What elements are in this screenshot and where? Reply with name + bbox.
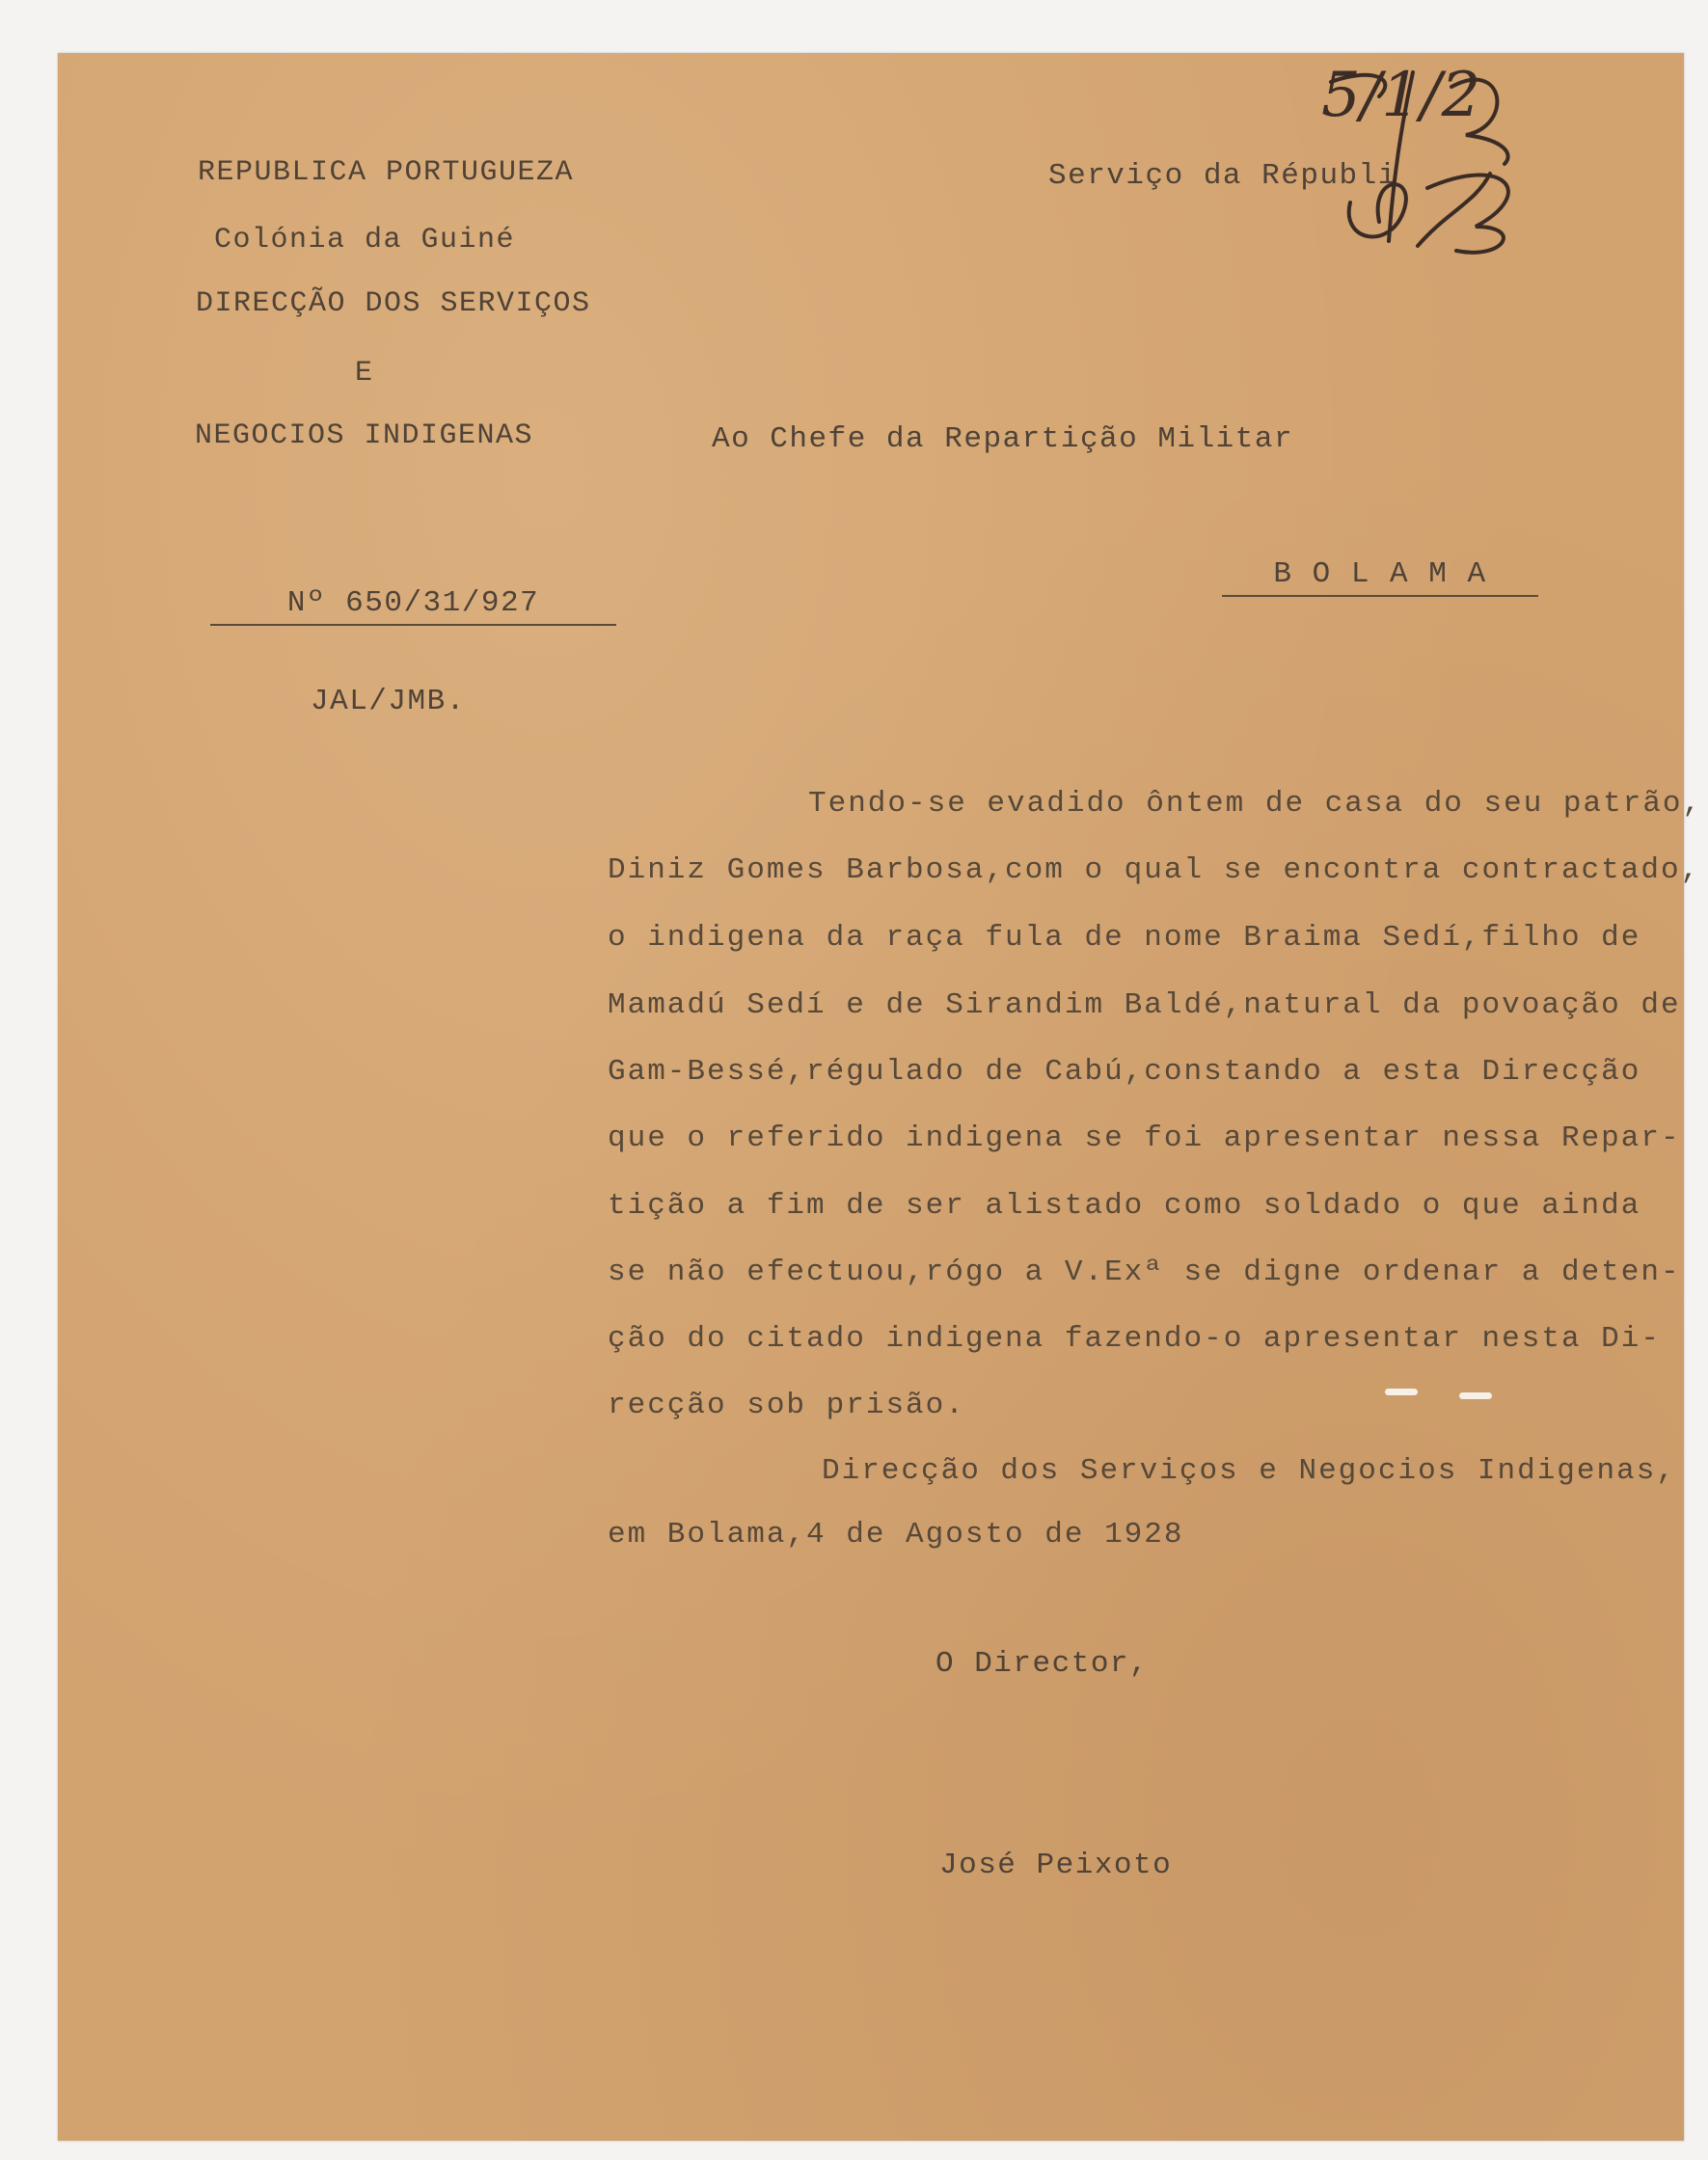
- recipient-title: Ao Chefe da Repartição Militar: [712, 422, 1294, 456]
- letterhead-affairs: NEGOCIOS INDIGENAS: [195, 419, 534, 452]
- body-line-10: recção sob prisão.: [608, 1389, 965, 1422]
- document-page: [58, 53, 1684, 2141]
- body-line-8: se não efectuou,rógo a V.Exª se digne ordenar a deten-: [608, 1256, 1681, 1289]
- reference-number: Nº 650/31/927: [210, 586, 616, 626]
- body-line-5: Gam-Bessé,régulado de Cabú,constando a esta Direcção: [608, 1055, 1641, 1089]
- letterhead-country: REPUBLICA PORTUGUEZA: [198, 156, 575, 189]
- letterhead-department: DIRECÇÃO DOS SERVIÇOS: [196, 287, 591, 320]
- letterhead-colony: Colónia da Guiné: [214, 224, 516, 256]
- reference-initials: JAL/JMB.: [311, 685, 466, 718]
- handwritten-note: 5/1/2: [1321, 60, 1481, 131]
- letterhead-conjunction: E: [355, 357, 374, 390]
- body-line-7: tição a fim de ser alistado como soldado o que ainda: [608, 1189, 1641, 1223]
- body-line-1: Tendo-se evadido ôntem de casa do seu patrão,: [808, 787, 1703, 821]
- service-note: Serviço da Républi: [1048, 159, 1397, 193]
- signature-role: O Director,: [935, 1647, 1150, 1681]
- handwritten-scribble: [1312, 58, 1572, 270]
- closing-line-1: Direcção dos Serviços e Negocios Indigenas,: [822, 1454, 1676, 1488]
- body-line-6: que o referido indigena se foi apresentar nessa Repar-: [608, 1121, 1681, 1155]
- body-line-3: o indigena da raça fula de nome Braima Sedí,filho de: [608, 921, 1641, 955]
- signature-name: José Peixoto: [939, 1849, 1173, 1882]
- paper-fleck: [1459, 1392, 1492, 1399]
- recipient-place: B O L A M A: [1222, 557, 1538, 597]
- body-line-2: Diniz Gomes Barbosa,com o qual se encontra contractado,: [608, 853, 1701, 887]
- body-line-4: Mamadú Sedí e de Sirandim Baldé,natural da povoação de: [608, 988, 1681, 1022]
- paper-fleck: [1385, 1389, 1418, 1395]
- body-line-9: ção do citado indigena fazendo-o apresentar nesta Di-: [608, 1322, 1661, 1356]
- closing-line-2: em Bolama,4 de Agosto de 1928: [608, 1518, 1184, 1552]
